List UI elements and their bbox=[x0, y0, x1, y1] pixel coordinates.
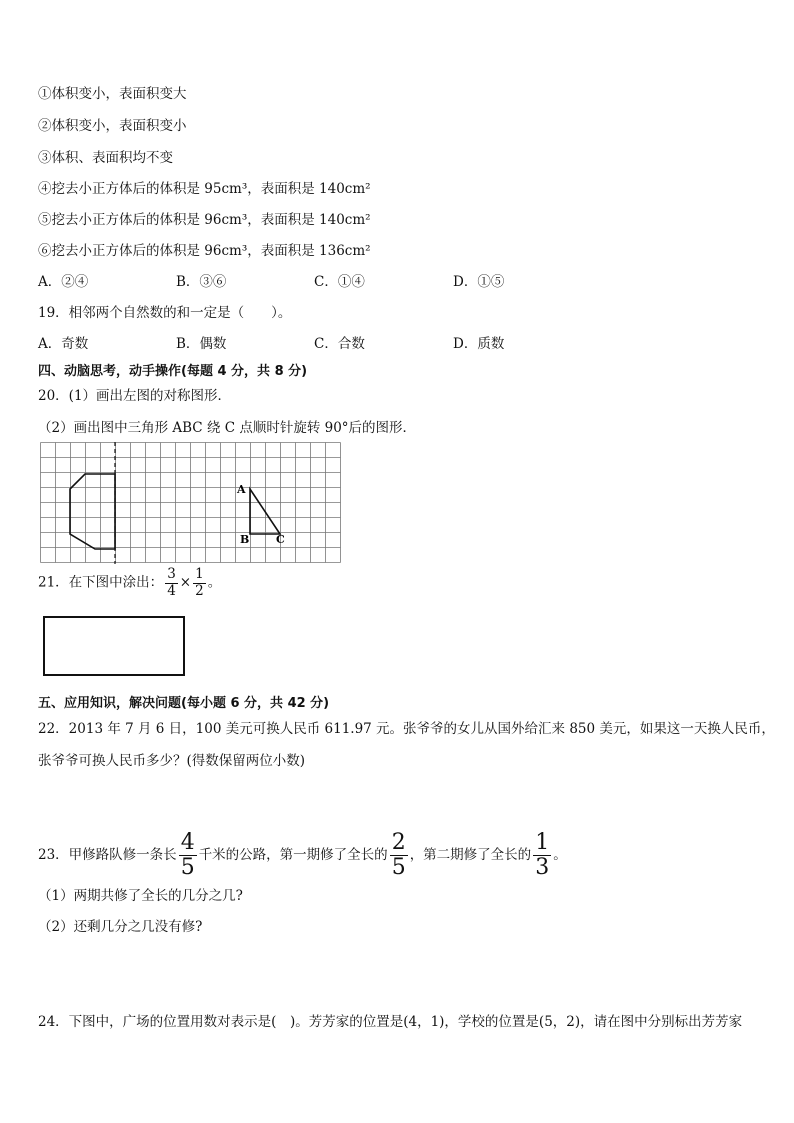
q19-choice-d[interactable]: D．质数 bbox=[453, 336, 505, 352]
triangle-abc bbox=[250, 489, 280, 534]
q18-option-6: ⑥挖去小正方体后的体积是 96cm³，表面积是 136cm² bbox=[38, 243, 371, 259]
q21-suffix: 。 bbox=[207, 574, 222, 591]
q19-choice-b[interactable]: B．偶数 bbox=[176, 336, 227, 352]
q19-choice-a[interactable]: A．奇数 bbox=[38, 336, 89, 352]
q23-sub2: （2）还剩几分之几没有修? bbox=[38, 919, 203, 935]
q23-second-fraction: $\frac{1}{3}$ bbox=[535, 830, 550, 880]
q23-stem bbox=[38, 832, 567, 879]
q21-shading-rectangle[interactable] bbox=[43, 616, 185, 676]
q23-mid2: ，第二期修了全长的 bbox=[409, 847, 532, 863]
q19-choice-c[interactable]: C．合数 bbox=[314, 336, 365, 352]
q21-fraction-2: $\frac{1}{2}$ bbox=[195, 566, 204, 599]
q24-stem: 24．下图中，广场的位置用数对表示是( )。芳芳家的位置是(4，1)，学校的位置是(5，2)，请在图中分别标出芳芳家 bbox=[38, 1014, 743, 1030]
section-4-heading: 四、动脑思考，动手操作(每题 4 分，共 8 分) bbox=[38, 364, 308, 379]
q20-part2: （2）画出图中三角形 ABC 绕 C 点顺时针旋转 90°后的图形． bbox=[38, 420, 417, 436]
q18-option-4: ④挖去小正方体后的体积是 95cm³，表面积是 140cm² bbox=[38, 181, 371, 197]
label-c: C bbox=[276, 533, 285, 546]
q22-line1: 22．2013 年 7 月 6 日，100 美元可换人民币 611.97 元。张爷爷的女儿从国外给汇来 850 美元，如果这一天换人民币， bbox=[38, 721, 775, 737]
q23-length-fraction: $\frac{4}{5}$ bbox=[180, 830, 195, 880]
q23-prefix: 23．甲修路队修一条长 bbox=[38, 847, 177, 863]
grid-lines bbox=[41, 443, 341, 563]
q21-times: × bbox=[179, 574, 192, 591]
q18-choice-b[interactable]: B．③⑥ bbox=[176, 274, 227, 290]
q21-line bbox=[38, 568, 221, 598]
q19-stem: 19．相邻两个自然数的和一定是（ ）。 bbox=[38, 305, 292, 321]
section-5-heading: 五、应用知识，解决问题(每小题 6 分，共 42 分) bbox=[38, 696, 330, 711]
q18-option-1: ①体积变小，表面积变大 bbox=[38, 86, 187, 102]
q23-sub1: （1）两期共修了全长的几分之几? bbox=[38, 888, 243, 904]
q18-option-5: ⑤挖去小正方体后的体积是 96cm³，表面积是 140cm² bbox=[38, 212, 371, 228]
q18-choice-d[interactable]: D．①⑤ bbox=[453, 274, 505, 290]
q18-option-2: ②体积变小，表面积变小 bbox=[38, 118, 187, 134]
q21-fraction-1: $\frac{3}{4}$ bbox=[167, 566, 176, 599]
q23-mid1: 千米的公路，第一期修了全长的 bbox=[198, 847, 388, 863]
label-a: A bbox=[237, 483, 246, 496]
q21-prefix: 21．在下图中涂出： bbox=[38, 574, 164, 591]
q18-choice-c[interactable]: C．①④ bbox=[314, 274, 365, 290]
q20-part1: 20．(1）画出左图的对称图形． bbox=[38, 388, 232, 404]
left-shape bbox=[70, 474, 115, 549]
q18-option-3: ③体积、表面积均不变 bbox=[38, 150, 173, 166]
label-b: B bbox=[240, 533, 250, 546]
q20-grid-figure bbox=[40, 442, 342, 564]
q18-choice-a[interactable]: A．②④ bbox=[38, 274, 89, 290]
q22-line2: 张爷爷可换人民币多少？(得数保留两位小数) bbox=[38, 753, 306, 769]
q23-suffix: 。 bbox=[553, 847, 567, 863]
q23-first-fraction: $\frac{2}{5}$ bbox=[391, 830, 406, 880]
